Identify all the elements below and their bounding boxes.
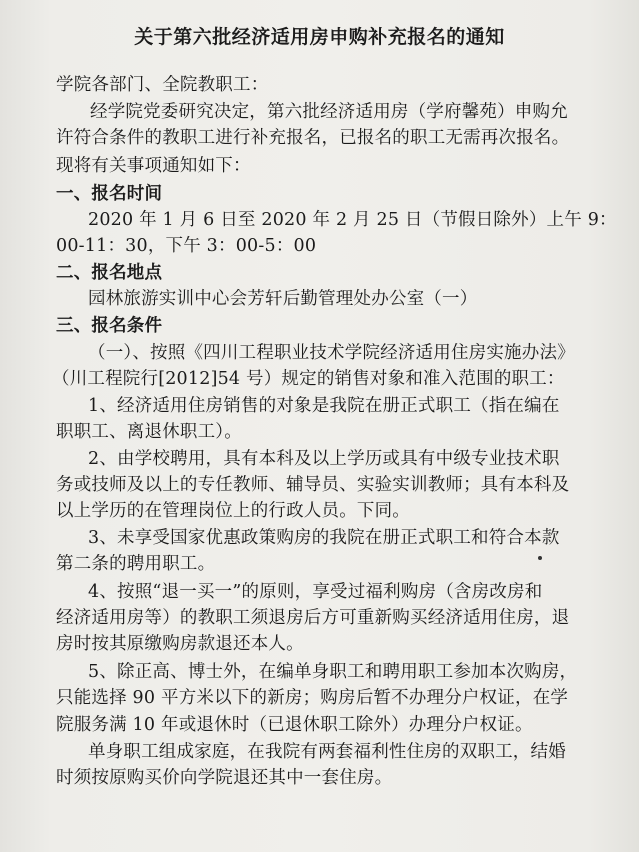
closing-line-2: 时须按原购买价向学院退还其中一套住房。: [56, 768, 393, 788]
condition-5-line-1: 5、除正高、博士外，在编单身职工和聘用职工参加本次购房，: [88, 662, 578, 682]
condition-4-line-2: 经济适用房等）的教职工须退房后方可重新购买经济适用住房，退: [56, 608, 570, 628]
condition-5-line-3: 院服务满 10 年或退休时（已退休职工除外）办理分户权证。: [56, 715, 533, 735]
condition-3-line-1: 3、未享受国家优惠政策购房的我院在册正式职工和符合本款: [88, 528, 560, 548]
ink-speck: [538, 556, 542, 560]
condition-intro-line-1: （一）、按照《四川工程职业技术学院经济适用住房实施办法》: [88, 343, 575, 363]
condition-5-line-2: 只能选择 90 平方米以下的新房；购房后暂不办理分户权证，在学: [56, 688, 569, 708]
condition-2-line-2: 务或技师及以上的专任教师、辅导员、实验实训教师；具有本科及: [56, 475, 570, 495]
section-heading-time: 一、报名时间: [56, 184, 163, 204]
condition-1-line-2: 职职工、离退休职工）。: [56, 422, 242, 442]
document-title: 关于第六批经济适用房申购补充报名的通知: [134, 26, 505, 48]
intro-line-2: 许符合条件的教职工进行补充报名，已报名的职工无需再次报名。: [56, 128, 570, 148]
condition-1-line-1: 1、经济适用住房销售的对象是我院在册正式职工（指在编在: [88, 396, 560, 416]
section-heading-conditions: 三、报名条件: [56, 316, 163, 336]
intro-line-3: 现将有关事项通知如下：: [56, 156, 251, 176]
condition-4-line-1: 4、按照“退一买一”的原则，享受过福利购房（含房改房和: [88, 582, 543, 602]
condition-4-line-3: 房时按其原缴购房款退还本人。: [56, 634, 304, 654]
time-line-1: 2020 年 1 月 6 日至 2020 年 2 月 25 日（节假日除外）上午 9：: [88, 210, 617, 230]
section-heading-location: 二、报名地点: [56, 263, 163, 283]
condition-2-line-1: 2、由学校聘用，具有本科及以上学历或具有中级专业技术职: [88, 449, 560, 469]
salutation: 学院各部门、全院教职工：: [56, 75, 269, 95]
intro-line-1: 经学院党委研究决定，第六批经济适用房（学府馨苑）申购允: [90, 102, 568, 122]
location-line: 园林旅游实训中心会芳轩后勤管理处办公室（一）: [88, 289, 478, 309]
condition-2-line-3: 以上学历的在管理岗位上的行政人员。下同。: [56, 501, 410, 521]
closing-line-1: 单身职工组成家庭，在我院有两套福利性住房的双职工，结婚: [88, 742, 566, 762]
condition-3-line-2: 第二条的聘用职工。: [56, 554, 216, 574]
time-line-2: 00-11：30，下午 3：00-5：00: [56, 236, 317, 256]
condition-intro-line-2: （川工程院行[2012]54 号）规定的销售对象和准入范围的职工：: [52, 369, 565, 389]
